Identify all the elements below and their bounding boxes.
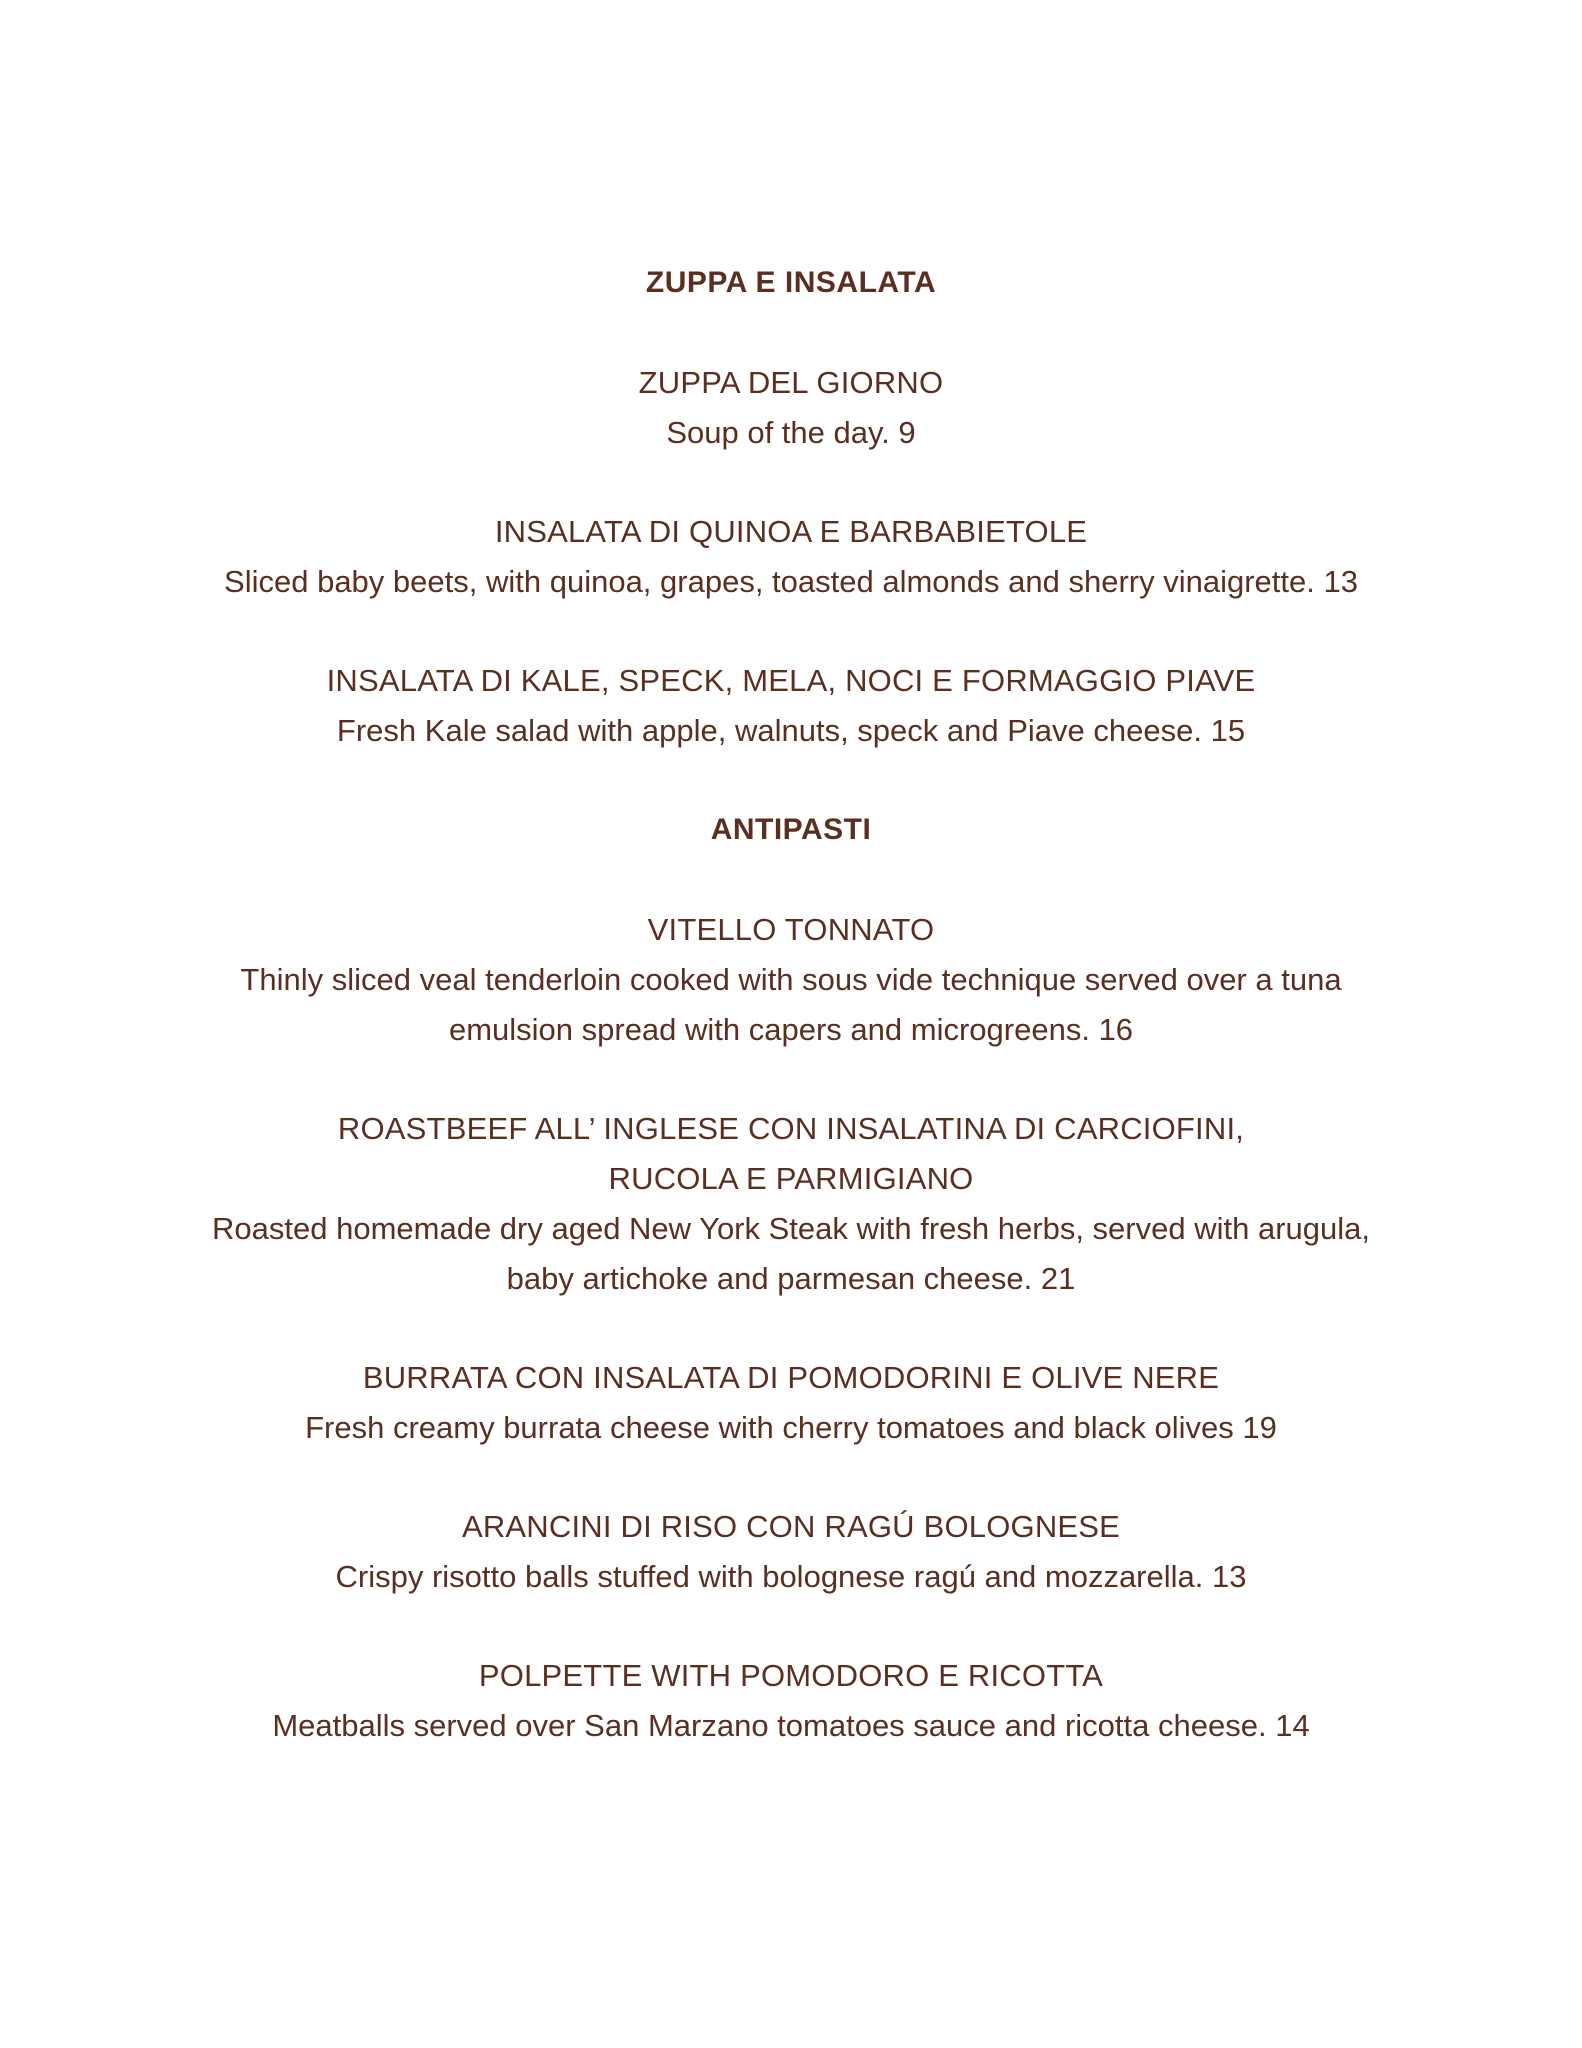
item-description-text: Roasted homemade dry aged New York Steak with fresh herbs, served with arugula, baby artichoke and parmesan cheese.	[212, 1211, 1370, 1296]
item-price: 13	[1212, 1559, 1247, 1594]
item-description	[0, 955, 1582, 1055]
item-description	[0, 408, 1582, 458]
item-description	[0, 557, 1582, 607]
item-name: POLPETTE WITH POMODORO E RICOTTA	[478, 1658, 1104, 1693]
menu-item	[0, 1104, 1582, 1304]
item-price: 19	[1242, 1410, 1277, 1445]
item-name: ARANCINI DI RISO CON RAGÚ BOLOGNESE	[461, 1509, 1121, 1544]
item-description	[0, 1204, 1582, 1304]
menu-item	[0, 905, 1582, 1055]
item-name: BURRATA CON INSALATA DI POMODORINI E OLIVE NERE	[362, 1360, 1220, 1395]
item-description	[0, 1403, 1582, 1453]
item-description	[0, 1701, 1582, 1751]
item-price: 15	[1210, 713, 1246, 748]
menu-item	[0, 1502, 1582, 1602]
item-name: INSALATA DI QUINOA E BARBABIETOLE	[494, 514, 1088, 549]
section-title: ZUPPA E INSALATA	[645, 266, 937, 299]
item-name: INSALATA DI KALE, SPECK, MELA, NOCI E FORMAGGIO PIAVE	[326, 663, 1256, 698]
item-price: 9	[898, 415, 916, 450]
item-description-text: Thinly sliced veal tenderloin cooked with sous vide technique served over a tuna emulsion spread with capers and microgreens.	[240, 962, 1342, 1047]
menu-item	[0, 656, 1582, 756]
item-price: 21	[1040, 1261, 1076, 1296]
section-title: ANTIPASTI	[710, 813, 872, 846]
menu-item	[0, 1353, 1582, 1453]
item-name: ROASTBEEF ALL’ INGLESE CON INSALATINA DI CARCIOFINI, RUCOLA E PARMIGIANO	[337, 1111, 1245, 1196]
item-description-text: Crispy risotto balls stuffed with bolognese ragú and mozzarella.	[335, 1559, 1204, 1594]
item-description	[0, 1552, 1582, 1602]
item-price: 16	[1098, 1012, 1134, 1047]
menu	[0, 258, 1582, 1800]
menu-item	[0, 358, 1582, 458]
menu-item	[0, 1651, 1582, 1751]
section-antipasti	[0, 805, 1582, 1751]
section-zuppa-e-insalata	[0, 258, 1582, 756]
item-name: VITELLO TONNATO	[647, 912, 935, 947]
item-price: 13	[1323, 564, 1358, 599]
item-description-text: Fresh creamy burrata cheese with cherry tomatoes and black olives	[305, 1410, 1234, 1445]
item-description-text: Meatballs served over San Marzano tomatoes sauce and ricotta cheese.	[272, 1708, 1267, 1743]
item-price: 14	[1275, 1708, 1310, 1743]
item-description-text: Fresh Kale salad with apple, walnuts, speck and Piave cheese.	[336, 713, 1211, 748]
item-description-text: Sliced baby beets, with quinoa, grapes, toasted almonds and sherry vinaigrette.	[224, 564, 1315, 599]
menu-item	[0, 507, 1582, 607]
item-name: ZUPPA DEL GIORNO	[638, 365, 944, 400]
item-description-text: Soup of the day.	[666, 415, 890, 450]
item-description	[0, 706, 1582, 756]
